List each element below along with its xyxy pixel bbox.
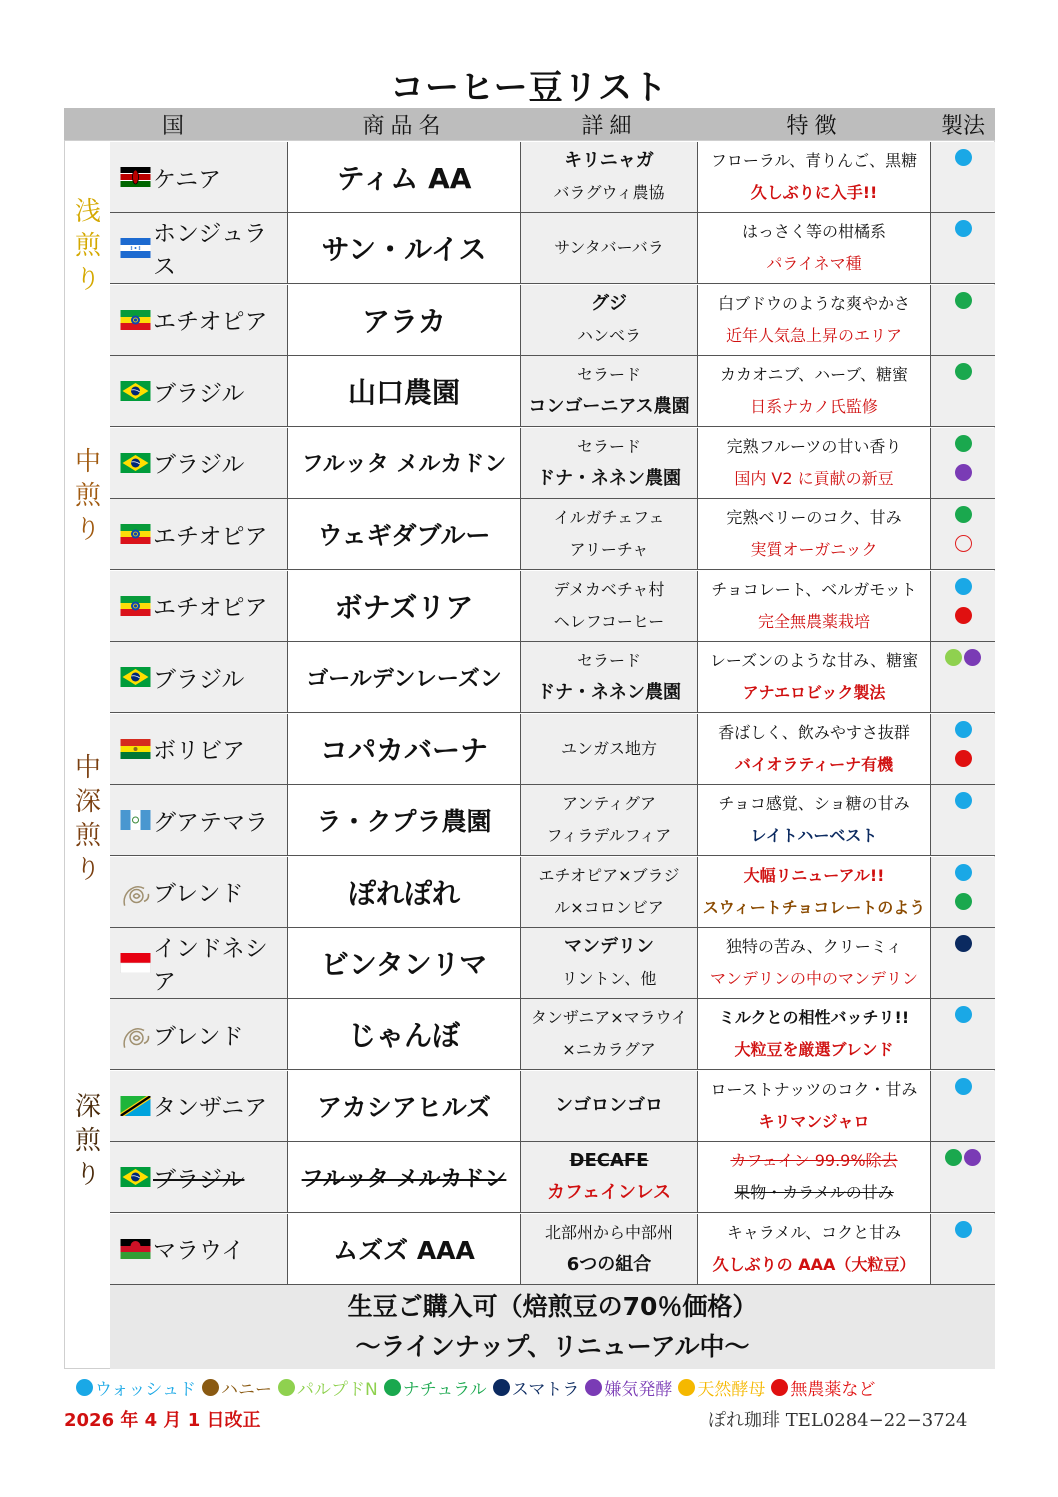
indonesia-flag-icon <box>120 953 151 973</box>
country-cell <box>110 356 288 426</box>
product-name: ムズズ AAA <box>333 1235 475 1265</box>
table-row <box>110 1214 995 1285</box>
table-row <box>110 714 995 785</box>
product-name: アカシアヒルズ <box>316 1092 491 1122</box>
feature-line-2: 久しぶりに入手!! <box>750 183 878 202</box>
feature-cell <box>698 1142 931 1212</box>
legend-item <box>771 1375 875 1400</box>
country-name: ボリビア <box>153 738 245 765</box>
feature-cell <box>698 499 931 569</box>
legend-item <box>493 1375 580 1400</box>
notice-line-1: 生豆ご購入可（焙煎豆の70％価格） <box>347 1292 758 1321</box>
table-row <box>110 213 995 284</box>
revision-date: 2026 年 4 月 1 日改正 <box>64 1410 261 1431</box>
detail-line-1: エチオピア×ブラジ <box>538 865 680 885</box>
brazil-flag-icon <box>120 1167 151 1187</box>
detail-line-1: ユンガス地方 <box>560 738 657 758</box>
table-row <box>110 999 995 1070</box>
product-name-cell <box>288 285 521 355</box>
process-green-dot-icon <box>955 506 972 523</box>
process-cell <box>931 499 995 569</box>
process-dots <box>955 1221 972 1238</box>
legend-label: パルプドN <box>296 1380 378 1400</box>
process-green-dot-icon <box>955 363 972 380</box>
legend-label: ハニー <box>220 1380 272 1400</box>
header-country: 国 <box>161 113 190 139</box>
process-blue-dot-icon <box>955 578 972 595</box>
process-red-dot-icon <box>955 607 972 624</box>
detail-line-1: 北部州から中部州 <box>544 1222 673 1242</box>
process-dots <box>955 1006 972 1023</box>
legend-label: 無農薬など <box>790 1380 876 1400</box>
feature-cell <box>698 285 931 355</box>
process-lime-dot-icon <box>945 649 962 666</box>
legend-label: 嫌気発酵 <box>604 1380 673 1400</box>
feature-cell <box>698 213 931 283</box>
table-row <box>110 571 995 642</box>
legend-item <box>278 1375 378 1400</box>
product-name-cell <box>288 857 521 927</box>
detail-line-2: フィラデルフィア <box>546 826 672 846</box>
detail-cell <box>521 213 698 283</box>
detail-cell <box>521 642 698 712</box>
table-row <box>110 1071 995 1142</box>
process-purple-dot-icon <box>964 1149 981 1166</box>
country-name: ブラジル <box>153 452 245 479</box>
table-row <box>110 857 995 928</box>
country-cell <box>110 714 288 784</box>
process-dots <box>955 1078 972 1095</box>
process-cell <box>931 1142 995 1212</box>
country-cell <box>110 499 288 569</box>
process-purple-dot-icon <box>964 649 981 666</box>
detail-line-1: サンタバーバラ <box>554 238 664 258</box>
product-name: じゃんぼ <box>347 1019 460 1053</box>
country-name: マラウイ <box>153 1238 245 1265</box>
country-name: ブレンド <box>153 881 244 907</box>
feature-line-2: バイオラティーナ有機 <box>734 754 894 774</box>
detail-line-2: アリーチャ <box>569 540 649 560</box>
country-name: エチオピア <box>153 523 268 550</box>
feature-line-2: キリマンジャロ <box>758 1111 870 1131</box>
detail-line-2: コンゴーニアス農園 <box>528 396 690 418</box>
detail-cell <box>521 571 698 641</box>
feature-cell <box>698 999 931 1069</box>
process-green-dot-icon <box>955 435 972 452</box>
product-name-cell <box>288 499 521 569</box>
product-name-cell <box>288 356 521 426</box>
detail-cell <box>521 928 698 998</box>
detail-line-1: DECAFE <box>569 1150 649 1172</box>
feature-line-2: スウィートチョコレートのよう <box>702 897 926 917</box>
product-name: ティム AA <box>336 162 472 195</box>
process-purple-dot-icon <box>955 464 972 481</box>
country-cell <box>110 428 288 498</box>
page-title: コーヒー豆リスト <box>390 68 668 108</box>
country-cell <box>110 1214 288 1284</box>
process-dots <box>955 149 972 166</box>
country-cell <box>110 785 288 855</box>
process-dots <box>955 535 972 552</box>
legend-dot-icon <box>585 1379 602 1396</box>
feature-line-1: カカオニブ、ハーブ、糖蜜 <box>719 365 908 385</box>
feature-line-2: 国内 V2 に貢献の新豆 <box>734 468 894 488</box>
detail-line-1: セラード <box>576 436 641 456</box>
process-hollow-circle-icon <box>955 535 972 552</box>
feature-line-1: 完熟ベリーのコク、甘み <box>726 508 902 528</box>
detail-line-2: バラグウィ農協 <box>553 183 665 202</box>
blend-flag-icon <box>120 882 151 902</box>
process-dots <box>955 506 972 523</box>
process-dots <box>955 435 972 452</box>
product-name: 山口農園 <box>347 376 460 410</box>
country-cell <box>110 213 288 283</box>
feature-line-2: 完全無農薬栽培 <box>757 611 870 631</box>
header-detail: 詳細 <box>581 113 638 139</box>
product-name: コパカバーナ <box>319 733 488 767</box>
detail-line-1: ンゴロンゴロ <box>555 1094 663 1116</box>
process-green-dot-icon <box>955 292 972 309</box>
product-name: ウェギダブルー <box>317 521 491 551</box>
legend-dot-icon <box>76 1379 93 1396</box>
tanzania-flag-icon <box>120 1096 151 1116</box>
table-row <box>110 142 995 213</box>
roast-medium-dark: 中深煎り <box>70 752 101 889</box>
country-cell <box>110 857 288 927</box>
feature-cell <box>698 571 931 641</box>
feature-line-2: アナエロビック製法 <box>742 683 886 703</box>
country-name: エチオピア <box>153 309 268 336</box>
detail-line-1: セラード <box>576 651 641 671</box>
feature-line-1: フローラル、青りんご、黒糖 <box>710 151 918 170</box>
feature-line-2: 久しぶりの AAA（大粒豆） <box>712 1254 916 1274</box>
legend-dot-icon <box>493 1379 510 1396</box>
detail-cell <box>521 1071 698 1141</box>
detail-line-2: ×ニカラグア <box>562 1040 656 1060</box>
country-name: ホンジュラス <box>153 221 267 281</box>
legend-label: スマトラ <box>511 1380 580 1400</box>
notice-line-2: ～ラインナップ、リニューアル中～ <box>355 1332 750 1361</box>
process-blue-dot-icon <box>955 1078 972 1095</box>
detail-line-2: リントン、他 <box>561 968 657 988</box>
feature-line-2: 実質オーガニック <box>750 540 878 560</box>
detail-line-2: ドナ・ネネン農園 <box>537 467 681 489</box>
country-cell <box>110 928 288 998</box>
malawi-flag-icon <box>120 1239 151 1259</box>
feature-cell <box>698 642 931 712</box>
table-row <box>110 499 995 570</box>
detail-cell <box>521 999 698 1069</box>
product-name-cell <box>288 1214 521 1284</box>
feature-cell <box>698 857 931 927</box>
process-cell <box>931 142 995 212</box>
feature-cell <box>698 1071 931 1141</box>
product-name: フルッタ メルカドン <box>301 452 507 478</box>
process-cell <box>931 857 995 927</box>
honduras-flag-icon <box>120 238 151 258</box>
process-blue-dot-icon <box>955 220 972 237</box>
guatemala-flag-icon <box>120 810 151 830</box>
legend-dot-icon <box>278 1379 295 1396</box>
country-cell <box>110 285 288 355</box>
feature-line-1: レーズンのような甘み、糖蜜 <box>709 651 919 671</box>
feature-cell <box>698 785 931 855</box>
feature-cell <box>698 356 931 426</box>
feature-line-1: ローストナッツのコク・甘み <box>710 1079 918 1099</box>
feature-line-2: 日系ナカノ氏監修 <box>750 397 878 417</box>
country-name: ブラジル <box>153 666 245 693</box>
legend-label: ウォッシュド <box>95 1380 196 1400</box>
process-dots <box>955 750 972 767</box>
legend-dot-icon <box>202 1379 219 1396</box>
detail-line-2: ハンベラ <box>576 325 641 345</box>
process-dots <box>955 464 972 481</box>
process-dots <box>955 578 972 595</box>
roast-light: 浅煎り <box>70 196 101 299</box>
legend-item <box>678 1375 765 1400</box>
feature-cell <box>698 1214 931 1284</box>
kenya-flag-icon <box>120 167 151 187</box>
process-blue-dot-icon <box>955 1221 972 1238</box>
header-process: 製法 <box>940 113 985 139</box>
process-dots <box>955 363 972 380</box>
header-name: 商品名 <box>362 113 447 139</box>
detail-cell <box>521 1214 698 1284</box>
detail-cell <box>521 499 698 569</box>
process-dots <box>955 935 972 952</box>
product-name: アラカ <box>361 304 446 338</box>
process-dots <box>955 292 972 309</box>
product-name-cell <box>288 428 521 498</box>
country-cell <box>110 571 288 641</box>
feature-line-1: チョコレート、ベルガモット <box>711 579 917 599</box>
feature-cell <box>698 928 931 998</box>
process-dots <box>955 864 972 881</box>
detail-line-1: デメカベチャ村 <box>553 579 665 599</box>
product-name-cell <box>288 714 521 784</box>
country-name: インドネシア <box>153 935 268 995</box>
detail-line-2: カフェインレス <box>546 1182 672 1204</box>
feature-line-1: キャラメル、コクと甘み <box>726 1222 902 1242</box>
country-cell <box>110 1142 288 1212</box>
ethiopia-flag-icon <box>120 524 151 544</box>
header-feature: 特徴 <box>786 113 843 139</box>
process-legend <box>76 1375 996 1400</box>
country-name: エチオピア <box>153 595 268 622</box>
process-blue-dot-icon <box>955 149 972 166</box>
process-blue-dot-icon <box>955 1006 972 1023</box>
process-cell <box>931 999 995 1069</box>
process-dots <box>945 1149 981 1166</box>
feature-line-2: 近年人気急上昇のエリア <box>725 325 902 345</box>
process-blue-dot-icon <box>955 721 972 738</box>
legend-item <box>384 1375 487 1400</box>
feature-line-1: はっさく等の柑橘系 <box>741 222 886 242</box>
process-cell <box>931 714 995 784</box>
legend-label: ナチュラル <box>402 1380 487 1400</box>
feature-line-2: パライネマ種 <box>766 254 862 274</box>
detail-line-2: ヘレフコーヒー <box>553 611 665 631</box>
roast-dark: 深煎り <box>70 1091 101 1194</box>
feature-cell <box>698 714 931 784</box>
legend-item <box>202 1375 272 1400</box>
product-name-cell <box>288 928 521 998</box>
process-dots <box>955 220 972 237</box>
product-name-cell <box>288 571 521 641</box>
process-dots <box>955 607 972 624</box>
product-name: フルッタ メルカドン <box>301 1166 507 1192</box>
detail-line-1: キリニャガ <box>564 150 654 171</box>
process-blue-dot-icon <box>955 864 972 881</box>
roast-medium: 中煎り <box>70 447 101 549</box>
table-row <box>110 428 995 499</box>
table-row <box>110 642 995 713</box>
country-name: ケニア <box>153 166 222 193</box>
detail-cell <box>521 714 698 784</box>
legend-dot-icon <box>384 1379 401 1396</box>
process-red-dot-icon <box>955 750 972 767</box>
feature-cell <box>698 428 931 498</box>
feature-line-1: 白ブドウのような爽やかさ <box>717 293 910 313</box>
feature-line-2: 大粒豆を厳選ブレンド <box>734 1040 894 1060</box>
brazil-flag-icon <box>120 381 151 401</box>
detail-cell <box>521 428 698 498</box>
feature-line-1: 独特の苦み、クリーミィ <box>725 936 903 956</box>
feature-line-2: マンデリンの中のマンデリン <box>709 968 918 988</box>
table-row <box>110 1142 995 1213</box>
legend-item <box>585 1375 672 1400</box>
detail-line-1: イルガチェフェ <box>553 508 665 528</box>
product-name-cell <box>288 999 521 1069</box>
table-header <box>64 108 995 140</box>
process-green-dot-icon <box>955 893 972 910</box>
legend-dot-icon <box>678 1379 695 1396</box>
country-cell <box>110 642 288 712</box>
product-name: ぽれぽれ <box>347 876 460 910</box>
process-cell <box>931 428 995 498</box>
process-cell <box>931 571 995 641</box>
product-name-cell <box>288 1142 521 1212</box>
table-row <box>110 785 995 856</box>
product-name: サン・ルイス <box>321 233 487 267</box>
detail-cell <box>521 285 698 355</box>
legend-item <box>76 1375 196 1400</box>
detail-line-1: グジ <box>591 292 627 314</box>
brazil-flag-icon <box>120 453 151 473</box>
product-name: ラ・クプラ農園 <box>316 807 492 837</box>
process-cell <box>931 1214 995 1284</box>
process-cell <box>931 785 995 855</box>
feature-line-1: 完熟フルーツの甘い香り <box>726 436 902 456</box>
process-cell <box>931 928 995 998</box>
detail-line-1: タンザニア×マラウイ <box>530 1008 688 1028</box>
legend-dot-icon <box>771 1379 788 1396</box>
table-row <box>110 285 995 356</box>
process-dots <box>955 721 972 738</box>
feature-line-2: 果物・カラメルの甘み <box>734 1183 894 1203</box>
product-name: ボナズリア <box>334 590 474 624</box>
detail-cell <box>521 857 698 927</box>
process-dots <box>955 893 972 910</box>
detail-cell <box>521 785 698 855</box>
detail-line-2: ル×コロンビア <box>554 897 664 917</box>
shop-contact: ぽれ珈琲 TEL0284−22−3724 <box>708 1410 968 1431</box>
blend-flag-icon <box>120 1024 151 1044</box>
green-bean-notice <box>110 1285 995 1369</box>
process-blue-dot-icon <box>955 792 972 809</box>
product-name-cell <box>288 1071 521 1141</box>
country-name: グアテマラ <box>153 809 268 836</box>
feature-line-1: 香ばしく、飲みやすさ抜群 <box>718 722 910 742</box>
product-name: ビンタンリマ <box>320 947 488 981</box>
table-row <box>110 928 995 999</box>
country-cell <box>110 142 288 212</box>
product-name-cell <box>288 642 521 712</box>
table-row <box>110 356 995 427</box>
detail-cell <box>521 1142 698 1212</box>
process-dots <box>945 649 981 666</box>
detail-cell <box>521 142 698 212</box>
detail-line-1: アンティグア <box>561 794 657 814</box>
process-cell <box>931 1071 995 1141</box>
legend-label: 天然酵母 <box>697 1380 766 1400</box>
country-cell <box>110 999 288 1069</box>
process-green-dot-icon <box>945 1149 962 1166</box>
country-cell <box>110 1071 288 1141</box>
detail-line-1: セラード <box>576 365 641 385</box>
brazil-flag-icon <box>120 667 151 687</box>
product-name: ゴールデンレーズン <box>306 666 502 692</box>
detail-line-2: 6つの組合 <box>566 1253 652 1275</box>
feature-line-1: チョコ感覚、ショ糖の甘み <box>718 794 910 814</box>
process-navy-dot-icon <box>955 935 972 952</box>
process-cell <box>931 213 995 283</box>
country-name: タンザニア <box>153 1095 268 1122</box>
detail-line-2: ドナ・ネネン農園 <box>537 682 681 704</box>
country-name: ブレンド <box>153 1023 244 1050</box>
bolivia-flag-icon <box>120 739 151 759</box>
feature-line-1: ミルクとの相性バッチリ!! <box>718 1008 910 1028</box>
detail-line-1: マンデリン <box>564 935 654 957</box>
feature-line-2: レイトハーベスト <box>750 826 878 846</box>
ethiopia-flag-icon <box>120 596 151 616</box>
product-name-cell <box>288 785 521 855</box>
feature-line-1: 大幅リニューアル!! <box>743 865 885 885</box>
ethiopia-flag-icon <box>120 310 151 330</box>
process-cell <box>931 285 995 355</box>
process-cell <box>931 356 995 426</box>
product-name-cell <box>288 213 521 283</box>
product-name-cell <box>288 142 521 212</box>
feature-line-1: カフェイン 99.9%除去 <box>730 1151 898 1171</box>
process-cell <box>931 642 995 712</box>
process-dots <box>955 792 972 809</box>
detail-cell <box>521 356 698 426</box>
country-name: ブラジル <box>153 380 245 407</box>
country-name: ブラジル <box>153 1166 245 1193</box>
feature-cell <box>698 142 931 212</box>
